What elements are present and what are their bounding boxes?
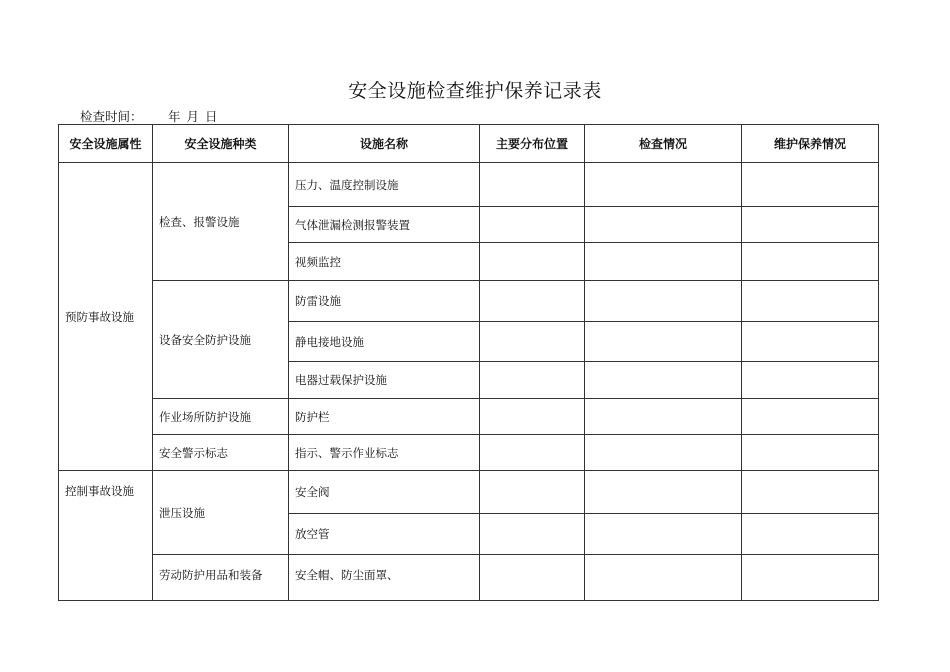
- maintenance-cell[interactable]: [742, 207, 879, 243]
- maintenance-cell[interactable]: [742, 163, 879, 207]
- facility-name-cell: 电器过载保护设施: [289, 362, 480, 399]
- inspection-date-field[interactable]: 年 月 日: [168, 109, 218, 124]
- category-cell: 设备安全防护设施: [153, 281, 289, 399]
- category-cell: 检查、报警设施: [153, 163, 289, 281]
- facility-name-cell: 防雷设施: [289, 281, 480, 322]
- inspection-cell[interactable]: [585, 514, 742, 555]
- table-row: [59, 281, 879, 322]
- inspection-cell[interactable]: [585, 471, 742, 514]
- inspection-cell[interactable]: [585, 322, 742, 362]
- table-row: [59, 555, 879, 601]
- table-row: [59, 471, 879, 514]
- header-attribute: 安全设施属性: [59, 125, 153, 163]
- header-location: 主要分布位置: [480, 125, 585, 163]
- category-cell: 劳动防护用品和装备: [153, 555, 289, 601]
- facility-name-cell: 放空管: [289, 514, 480, 555]
- facility-name-cell: 气体泄漏检测报警装置: [289, 207, 480, 243]
- inspection-cell[interactable]: [585, 435, 742, 471]
- location-cell[interactable]: [480, 362, 585, 399]
- location-cell[interactable]: [480, 435, 585, 471]
- location-cell[interactable]: [480, 207, 585, 243]
- maintenance-cell[interactable]: [742, 322, 879, 362]
- maintenance-cell[interactable]: [742, 281, 879, 322]
- facility-name-cell: 防护栏: [289, 399, 480, 435]
- table-row: [59, 435, 879, 471]
- location-cell[interactable]: [480, 163, 585, 207]
- location-cell[interactable]: [480, 514, 585, 555]
- inspection-cell[interactable]: [585, 555, 742, 601]
- inspection-cell[interactable]: [585, 399, 742, 435]
- facility-name-cell: 安全阀: [289, 471, 480, 514]
- header-inspection-status: 检查情况: [585, 125, 742, 163]
- header-maintenance-status: 维护保养情况: [742, 125, 879, 163]
- location-cell[interactable]: [480, 471, 585, 514]
- maintenance-cell[interactable]: [742, 514, 879, 555]
- attribute-cell: 预防事故设施: [59, 163, 153, 471]
- header-facility-name: 设施名称: [289, 125, 480, 163]
- maintenance-cell[interactable]: [742, 243, 879, 281]
- facility-name-cell: 压力、温度控制设施: [289, 163, 480, 207]
- attribute-cell: 控制事故设施: [59, 471, 153, 601]
- table-row: [59, 399, 879, 435]
- inspection-cell[interactable]: [585, 243, 742, 281]
- inspection-cell[interactable]: [585, 281, 742, 322]
- location-cell[interactable]: [480, 281, 585, 322]
- inspection-record-table: [58, 124, 879, 601]
- category-cell: 作业场所防护设施: [153, 399, 289, 435]
- maintenance-cell[interactable]: [742, 555, 879, 601]
- maintenance-cell[interactable]: [742, 471, 879, 514]
- maintenance-cell[interactable]: [742, 362, 879, 399]
- maintenance-cell[interactable]: [742, 399, 879, 435]
- facility-name-cell: 指示、警示作业标志: [289, 435, 480, 471]
- header-category: 安全设施种类: [153, 125, 289, 163]
- maintenance-cell[interactable]: [742, 435, 879, 471]
- inspection-cell[interactable]: [585, 362, 742, 399]
- location-cell[interactable]: [480, 399, 585, 435]
- location-cell[interactable]: [480, 555, 585, 601]
- category-cell: 安全警示标志: [153, 435, 289, 471]
- facility-name-cell: 安全帽、防尘面罩、: [289, 555, 480, 601]
- facility-name-cell: 静电接地设施: [289, 322, 480, 362]
- table-row: [59, 163, 879, 207]
- location-cell[interactable]: [480, 322, 585, 362]
- inspection-cell[interactable]: [585, 207, 742, 243]
- facility-name-cell: 视频监控: [289, 243, 480, 281]
- page-title: 安全设施检查维护保养记录表: [348, 80, 602, 102]
- category-cell: 泄压设施: [153, 471, 289, 555]
- inspection-time-label: 检查时间：: [80, 109, 143, 124]
- table-header-row: [59, 125, 879, 163]
- location-cell[interactable]: [480, 243, 585, 281]
- inspection-cell[interactable]: [585, 163, 742, 207]
